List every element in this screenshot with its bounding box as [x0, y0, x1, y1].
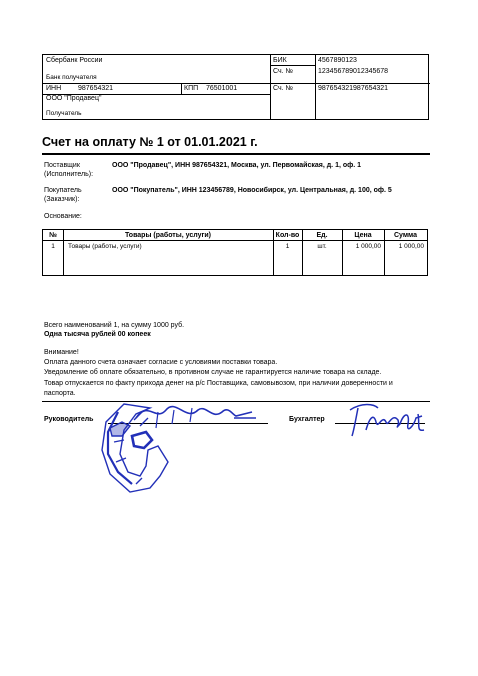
- supplier-label-sub: (Исполнитель):: [44, 171, 94, 178]
- bank-name: Сбербанк России: [46, 57, 103, 64]
- invoice-title: Счет на оплату № 1 от 01.01.2021 г.: [42, 135, 258, 149]
- title-underline: [42, 153, 430, 155]
- totals-summary: Всего наименований 1, на сумму 1000 руб.: [44, 322, 185, 329]
- recipient-bank-caption: Банк получателя: [46, 74, 97, 81]
- note-line-3: Товар отпускается по факту прихода денег на р/с Поставщика, самовывозом, при наличии доверенности и: [44, 380, 393, 387]
- inn-label: ИНН: [46, 85, 62, 92]
- col-header-unit: Ед.: [316, 232, 328, 239]
- supplier-label: Поставщик: [44, 162, 80, 169]
- kpp-value: 76501001: [206, 85, 238, 92]
- buyer-label: Покупатель: [44, 187, 82, 194]
- account-label: Сч. №: [273, 85, 294, 92]
- table-cell-num: 1: [51, 243, 55, 250]
- bik-label: БИК: [273, 57, 287, 64]
- goods-table: [42, 229, 428, 276]
- recipient-name: ООО "Продавец": [46, 95, 102, 102]
- inn-value: 987654321: [78, 85, 114, 92]
- corr-account-label: Сч. №: [273, 68, 294, 75]
- table-cell-goods: Товары (работы, услуги): [68, 243, 142, 250]
- table-cell-unit: шт.: [317, 243, 327, 250]
- divider: [181, 83, 182, 94]
- recipient-caption: Получатель: [46, 110, 82, 117]
- col-header-num: №: [49, 232, 57, 239]
- divider: [43, 83, 270, 84]
- divider: [270, 83, 430, 84]
- col-header-qty: Кол-во: [275, 232, 300, 239]
- corr-account-value: 123456789012345678: [318, 68, 389, 75]
- totals-in-words: Одна тысяча рублей 00 копеек: [44, 331, 151, 338]
- kpp-label: КПП: [184, 85, 199, 92]
- divider: [43, 240, 427, 241]
- col-header-price: Цена: [354, 232, 372, 239]
- director-signature: [136, 407, 256, 418]
- note-line-1: Оплата данного счета означает согласие с условиями поставки товара.: [44, 359, 278, 366]
- note-line-2: Уведомление об оплате обязательно, в противном случае не гарантируется наличие товара на складе.: [44, 369, 382, 376]
- supplier-value: ООО "Продавец", ИНН 987654321, Москва, ул. Первомайская, д. 1, оф. 1: [112, 162, 362, 169]
- buyer-value: ООО "Покупатель", ИНН 123456789, Новосибирск, ул. Центральная, д. 100, оф. 5: [112, 187, 392, 194]
- col-header-goods: Товары (работы, услуги): [124, 232, 212, 239]
- table-cell-qty: 1: [285, 243, 290, 250]
- basis-label: Основание:: [44, 213, 82, 220]
- table-cell-price: 1 000,00: [355, 243, 381, 250]
- bik-value: 4567890123: [318, 57, 357, 64]
- buyer-label-sub: (Заказчик):: [44, 196, 80, 203]
- accountant-signature-icon: [344, 400, 429, 440]
- accountant-label: Бухгалтер: [289, 416, 325, 423]
- attention-heading: Внимание!: [44, 349, 79, 356]
- table-cell-sum: 1 000,00: [398, 243, 424, 250]
- note-line-4: паспорта.: [44, 390, 76, 397]
- director-label: Руководитель: [44, 416, 94, 423]
- col-header-sum: Сумма: [393, 232, 417, 239]
- divider: [315, 55, 316, 120]
- account-value: 987654321987654321: [318, 85, 389, 92]
- divider: [270, 65, 315, 66]
- company-stamp-icon: [96, 392, 266, 504]
